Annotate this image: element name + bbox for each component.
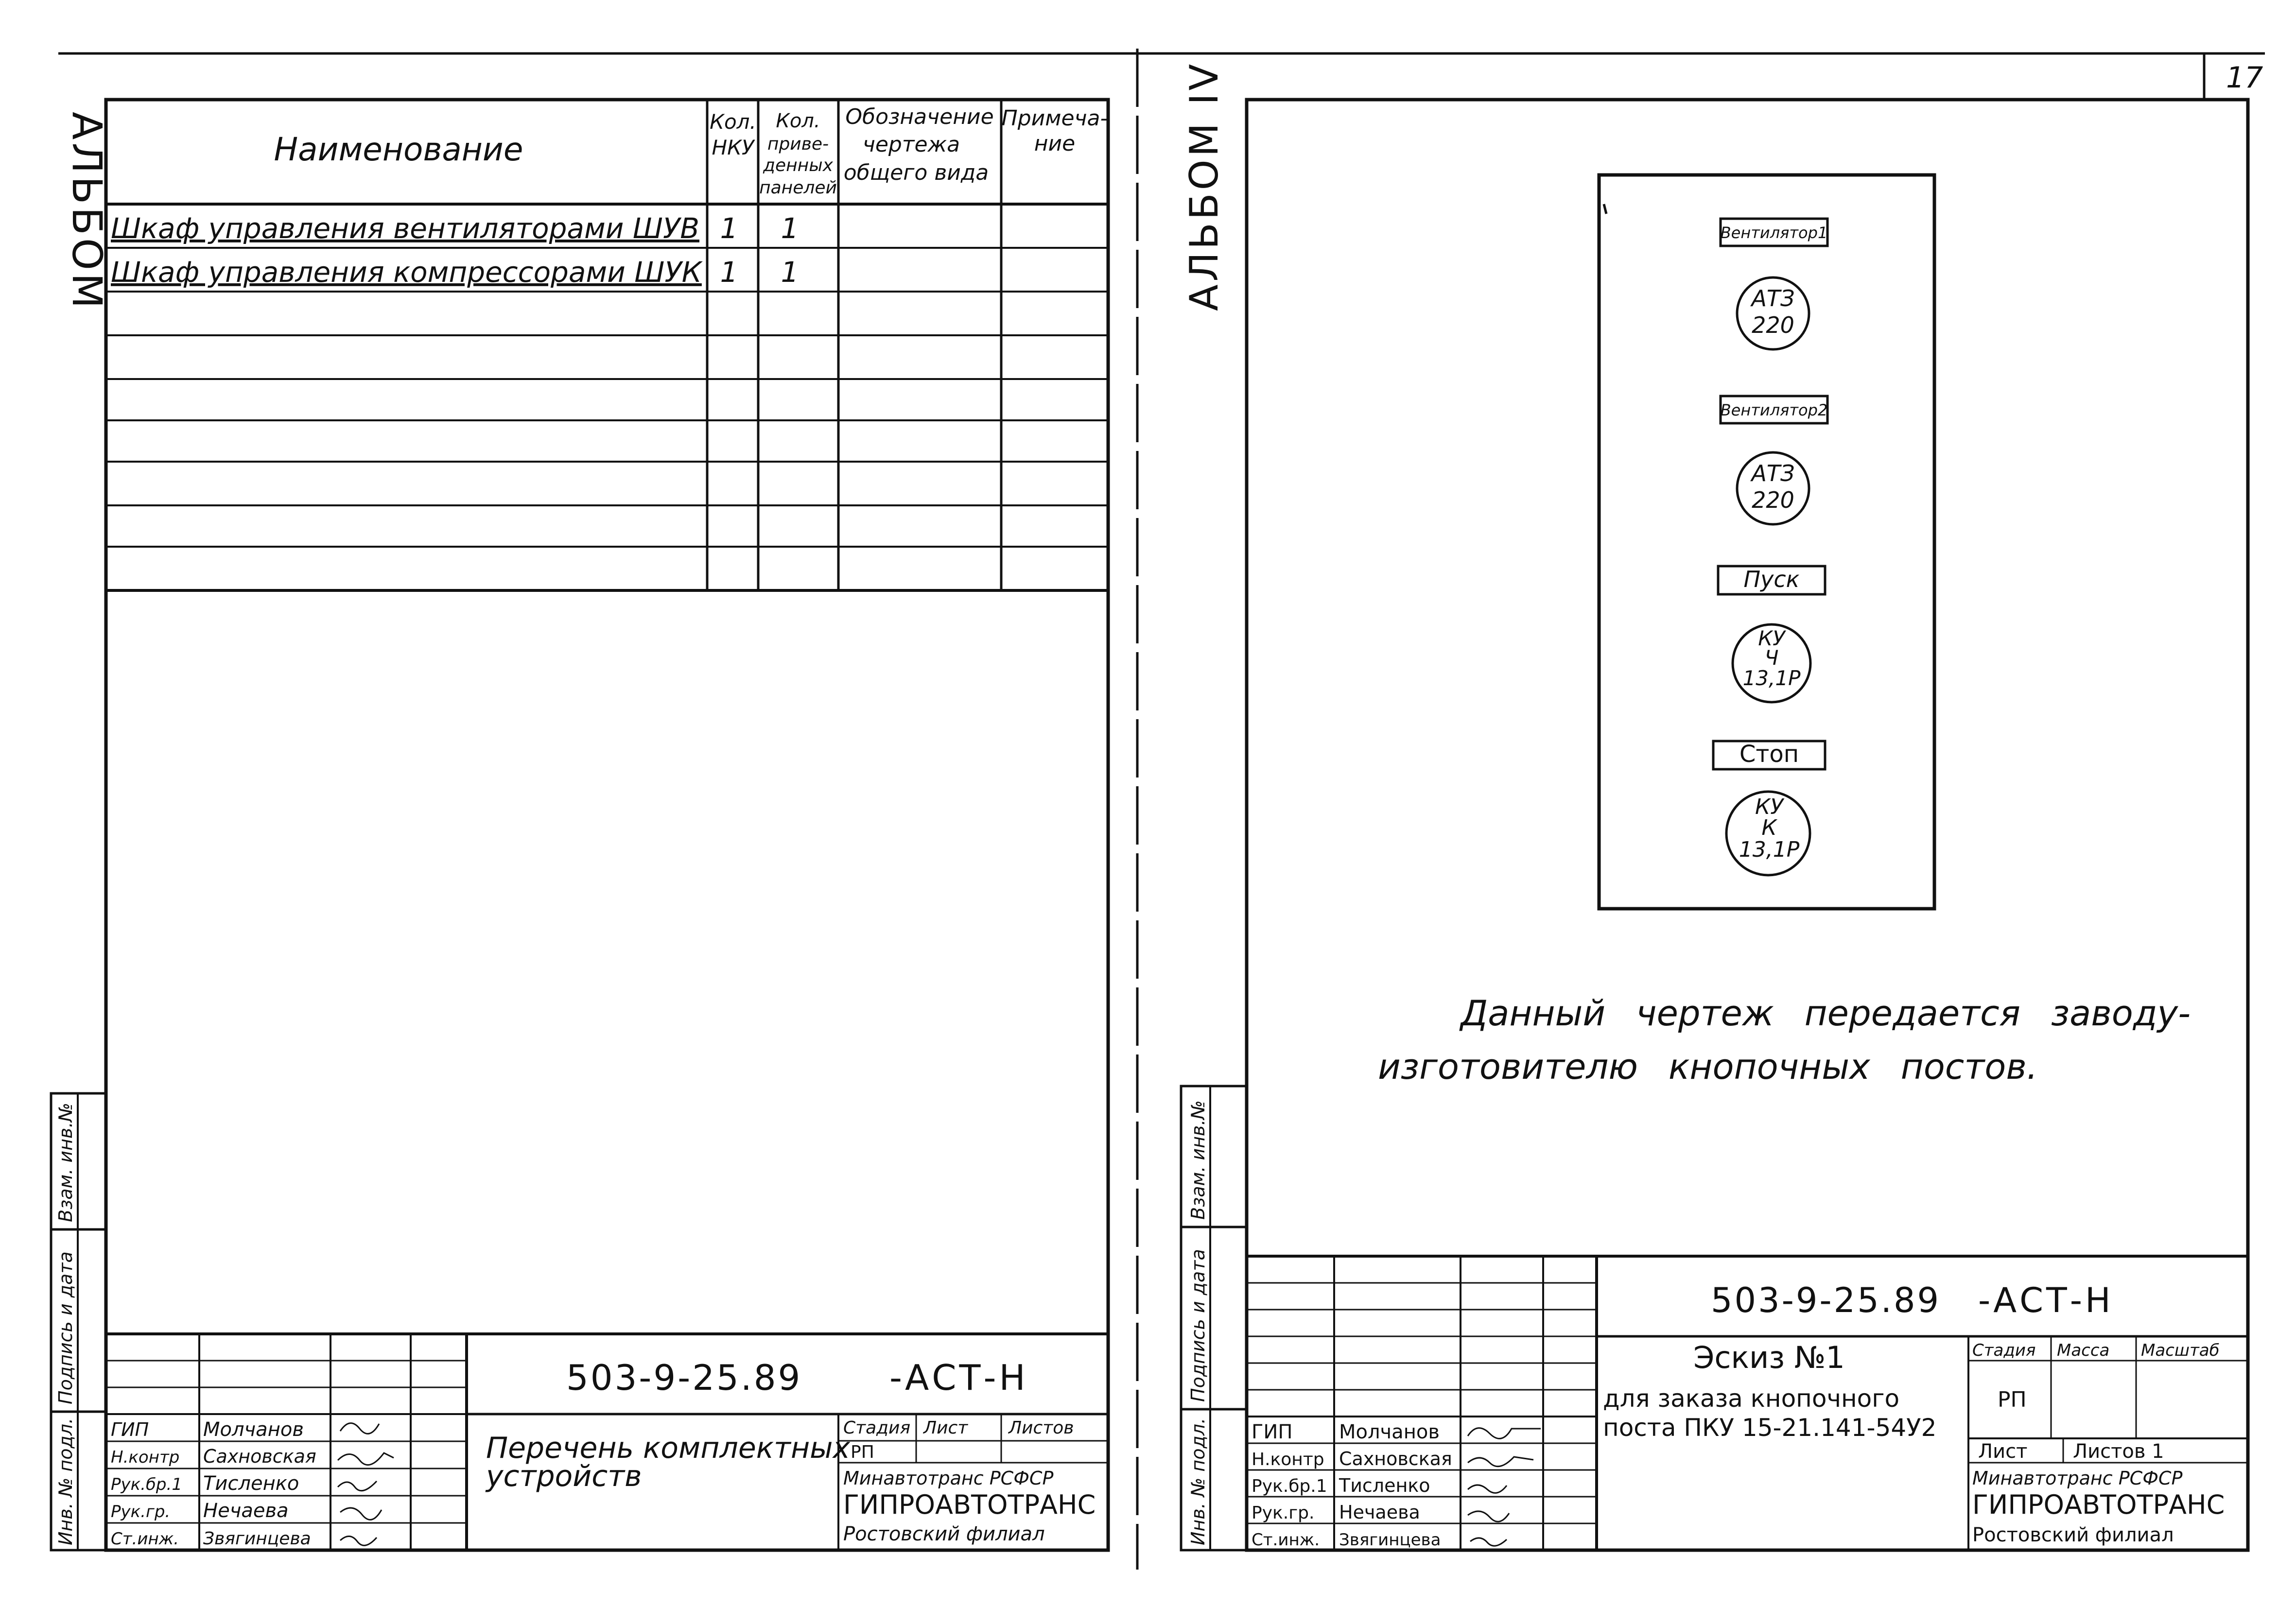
person-tislenko: Тисленко	[203, 1472, 299, 1495]
left-org-2: ГИПРОАВТОТРАНС	[843, 1489, 1096, 1520]
right-title-block	[1247, 1256, 2248, 1550]
stamp-inv-orig: Инв. № подл.	[55, 1417, 76, 1545]
left-spec-table	[106, 100, 1108, 590]
header-qty-panels-4: панелей	[759, 178, 837, 198]
device-stop-2: К	[1761, 815, 1777, 840]
role-rukbr: Рук.бр.1	[111, 1475, 182, 1494]
person-sakhnovskaya: Сахновская	[203, 1446, 316, 1467]
row-name: Шкаф управления компрессорами ШУК	[111, 256, 702, 289]
right-org-2: ГИПРОАВТОТРАНС	[1972, 1489, 2225, 1520]
panel-label-fan1: Вентилятор1	[1720, 224, 1828, 242]
role-nkontr: Н.контр	[111, 1448, 180, 1467]
role-gip: ГИП	[1252, 1421, 1293, 1443]
right-mass-label: Масса	[2057, 1341, 2110, 1360]
left-stage-value: РП	[851, 1442, 874, 1462]
person-nechaeva: Нечаева	[1339, 1502, 1420, 1523]
panel-label-fan2: Вентилятор2	[1720, 401, 1828, 419]
device-stop-3: 13,1Р	[1739, 837, 1800, 862]
header-qty-panels-2: приве-	[767, 134, 829, 154]
left-doc-suffix: -АСТ-Н	[889, 1357, 1028, 1398]
header-name: Наименование	[274, 131, 523, 168]
right-sheet-label: Лист	[1978, 1440, 2028, 1463]
left-org-3: Ростовский филиал	[843, 1523, 1045, 1545]
right-doc-title-main: Эскиз №1	[1693, 1340, 1845, 1375]
right-doc-code: 503-9-25.89	[1711, 1280, 1941, 1320]
role-rukgr: Рук.гр.	[111, 1502, 171, 1521]
device-fan2-2: 220	[1752, 487, 1794, 513]
role-nkontr: Н.контр	[1252, 1450, 1324, 1469]
right-scale-label: Масштаб	[2141, 1341, 2220, 1360]
person-zvyagintseva: Звягинцева	[1339, 1530, 1441, 1550]
header-designation-2: чертежа	[862, 132, 960, 157]
right-side-stamp	[1181, 1086, 1247, 1550]
right-doc-title-sub-1: для заказа кнопочного	[1603, 1384, 1900, 1413]
person-molchanov: Молчанов	[203, 1418, 304, 1441]
panel-label-start: Пуск	[1743, 566, 1800, 592]
header-designation-1: Обозначение	[845, 104, 994, 129]
left-sheet	[51, 100, 1108, 1550]
stamp-replace-inv: Взам. инв.№	[55, 1103, 76, 1222]
person-molchanov: Молчанов	[1339, 1421, 1440, 1443]
right-org-1: Минавтотранс РСФСР	[1972, 1468, 2183, 1489]
page-number: 17	[2226, 61, 2263, 95]
left-album-label: АЛЬБОМ	[63, 112, 111, 311]
left-org-1: Минавтотранс РСФСР	[843, 1468, 1054, 1489]
header-note-1: Примеча-	[1001, 106, 1108, 131]
right-stage-label: Стадия	[1972, 1341, 2036, 1360]
person-zvyagintseva: Звягинцева	[203, 1529, 311, 1549]
device-fan1-2: 220	[1752, 312, 1794, 338]
left-title-block	[106, 1334, 1108, 1550]
factory-note-2: изготовителю кнопочных постов.	[1378, 1046, 2038, 1087]
row-qty-nku: 1	[720, 212, 738, 245]
table-row	[111, 212, 799, 245]
row-qty-nku: 1	[720, 256, 738, 289]
left-stage-label: Стадия	[843, 1418, 911, 1438]
device-start-2: Ч	[1764, 646, 1779, 670]
header-qty-panels-3: денных	[763, 156, 833, 175]
stamp-replace-inv: Взам. инв.№	[1187, 1100, 1209, 1220]
row-qty-panels: 1	[781, 212, 799, 245]
header-qty-nku-1: Кол.	[710, 110, 756, 134]
signatures	[1468, 1428, 1541, 1546]
person-sakhnovskaya: Сахновская	[1339, 1448, 1452, 1469]
person-tislenko: Тисленко	[1339, 1475, 1430, 1496]
device-start-3: 13,1Р	[1742, 666, 1801, 690]
right-sheets-label: Листов 1	[2073, 1440, 2164, 1463]
factory-note-1: Данный чертеж передается заводу-	[1461, 993, 2191, 1034]
stamp-inv-orig: Инв. № подл.	[1187, 1417, 1209, 1545]
header-qty-nku-2: НКУ	[712, 136, 754, 159]
device-fan2-1: АТЗ	[1751, 460, 1795, 486]
right-album-label: АЛЬБОМ IV	[1182, 61, 1227, 311]
top-border	[58, 53, 2265, 100]
left-doc-code: 503-9-25.89	[566, 1357, 802, 1398]
left-sheet-label: Лист	[923, 1418, 968, 1438]
device-stop-1: КУ	[1755, 795, 1784, 819]
person-nechaeva: Нечаева	[203, 1500, 289, 1522]
device-fan1-1: АТЗ	[1751, 285, 1795, 311]
button-post-panel	[1599, 175, 1934, 909]
row-qty-panels: 1	[781, 256, 799, 289]
row-name: Шкаф управления вентиляторами ШУВ	[111, 212, 700, 245]
right-doc-suffix: -АСТ-Н	[1978, 1280, 2114, 1320]
role-stinzh: Ст.инж.	[111, 1529, 179, 1549]
stamp-sign-date: Подпись и дата	[55, 1251, 76, 1404]
device-start-1: КУ	[1758, 626, 1785, 650]
stamp-sign-date: Подпись и дата	[1187, 1249, 1209, 1402]
right-sheet	[1181, 61, 2248, 1550]
role-rukbr: Рук.бр.1	[1252, 1476, 1327, 1496]
header-designation-3: общего вида	[843, 160, 989, 185]
header-qty-panels-1: Кол.	[776, 110, 820, 132]
role-stinzh: Ст.инж.	[1252, 1530, 1320, 1550]
left-doc-title-1: Перечень комплектных	[486, 1431, 851, 1465]
left-sheets-label: Листов	[1009, 1418, 1074, 1438]
right-doc-title-sub-2: поста ПКУ 15-21.141-54У2	[1603, 1414, 1937, 1442]
left-doc-title-2: устройств	[486, 1459, 642, 1493]
table-row	[111, 256, 799, 289]
header-note-2: ние	[1034, 131, 1076, 156]
role-rukgr: Рук.гр.	[1252, 1503, 1315, 1523]
role-gip: ГИП	[111, 1419, 149, 1440]
right-stage-value: РП	[1998, 1387, 2027, 1412]
left-side-stamp	[51, 1093, 106, 1550]
panel-label-stop: Стоп	[1739, 741, 1799, 768]
right-org-3: Ростовский филиал	[1972, 1524, 2174, 1546]
